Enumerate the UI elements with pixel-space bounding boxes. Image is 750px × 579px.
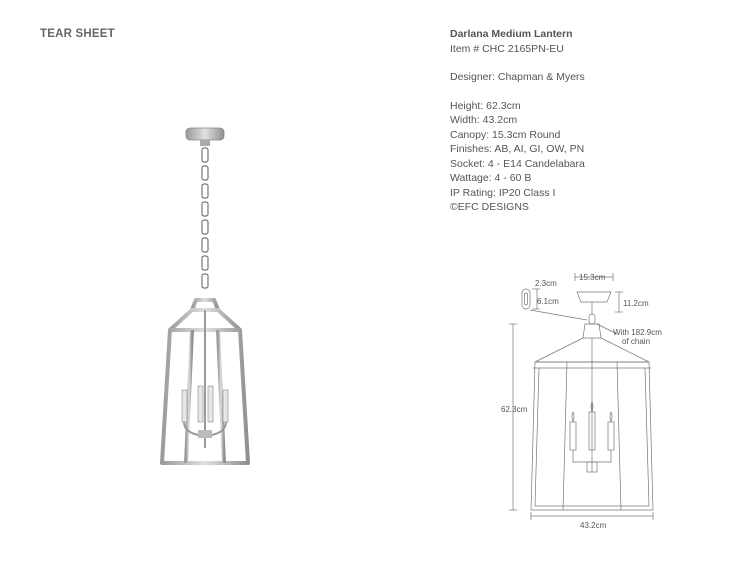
designer: Designer: Chapman & Myers (450, 71, 585, 83)
product-name: Darlana Medium Lantern (450, 28, 573, 40)
spec-width: Width: 43.2cm (450, 114, 518, 126)
overall-height-label: 62.3cm (501, 405, 528, 414)
spec-wattage: Wattage: 4 - 60 B (450, 172, 532, 184)
item-number: Item # CHC 2165PN-EU (450, 42, 564, 55)
dimension-diagram (495, 262, 695, 532)
spec-panel (450, 27, 740, 215)
overall-width-label: 43.2cm (580, 521, 607, 530)
link-width-label: 2.3cm (535, 279, 557, 288)
canopy-height-label: 11.2cm (623, 299, 649, 308)
canopy-width-label: 15.3cm (579, 273, 606, 282)
spec-ip-rating: IP Rating: IP20 Class I (450, 186, 556, 199)
spec-socket: Socket: 4 - E14 Candelabara (450, 157, 585, 170)
link-height-label: 6.1cm (537, 297, 559, 306)
chain-note-line2: of chain (622, 337, 651, 346)
spec-height: Height: 62.3cm (450, 99, 521, 112)
copyright: ©EFC DESIGNS (450, 201, 529, 213)
lantern-photo (140, 118, 270, 478)
spec-finishes: Finishes: AB, AI, GI, OW, PN (450, 143, 585, 155)
page-title: TEAR SHEET (40, 28, 115, 40)
spec-canopy: Canopy: 15.3cm Round (450, 128, 561, 141)
chain-note-line1: With 182.9cm (613, 328, 662, 337)
